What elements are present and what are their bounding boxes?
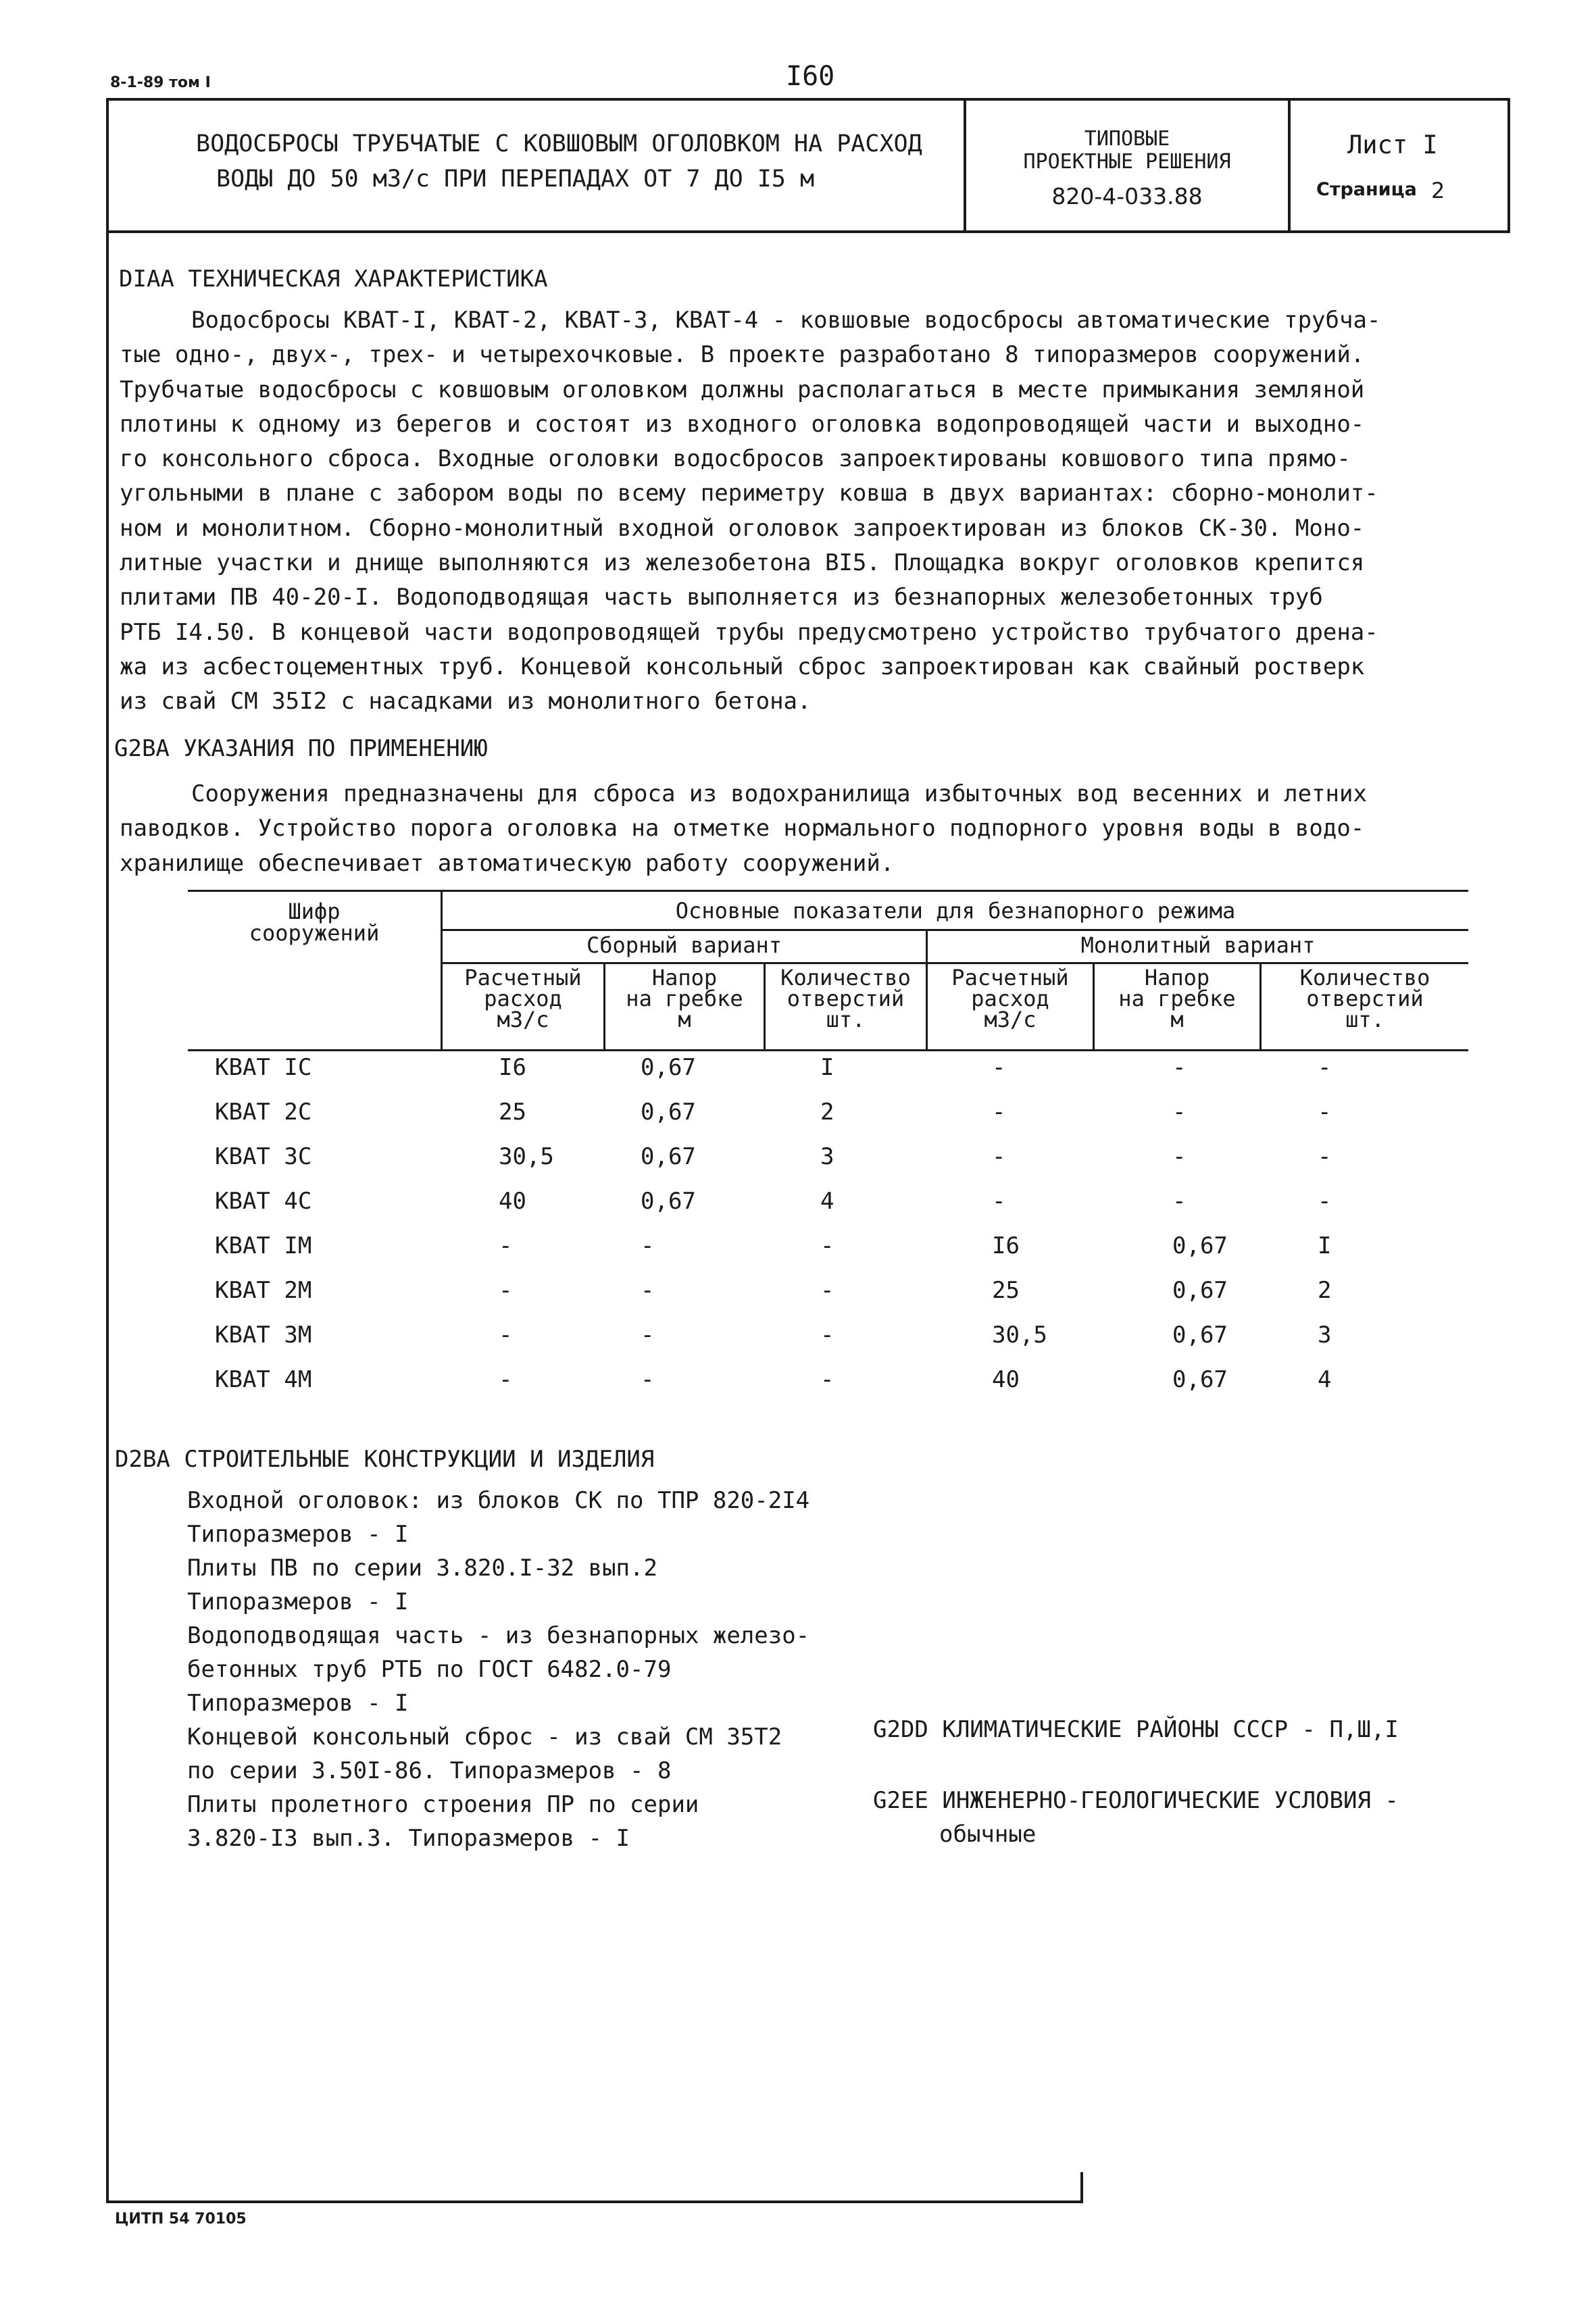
text-line: Трубчатые водосбросы с ковшовым оголовком должны располагаться в месте примыкания земляной xyxy=(120,376,1365,403)
cell-count: - xyxy=(1318,1054,1332,1081)
cell-head: - xyxy=(1172,1188,1187,1215)
header-bottom-border xyxy=(106,230,1510,233)
col-header-count: отверстий xyxy=(1306,986,1424,1011)
list-item: Типоразмеров - I xyxy=(187,1588,409,1615)
col-header-count: Количество xyxy=(1299,965,1430,990)
cell-code: КВАТ 3С xyxy=(215,1143,312,1170)
cell-head: 0,67 xyxy=(641,1143,696,1170)
cell-flow: 30,5 xyxy=(499,1143,554,1170)
cell-code: КВАТ IM xyxy=(215,1232,312,1259)
cell-flow: - xyxy=(992,1054,1006,1081)
cell-head: - xyxy=(641,1232,655,1259)
cell-flow: 25 xyxy=(992,1277,1020,1304)
cell-code: КВАТ 2С xyxy=(215,1099,312,1126)
section-structures-title: D2BA СТРОИТЕЛЬНЫЕ КОНСТРУКЦИИ И ИЗДЕЛИЯ xyxy=(115,1446,655,1473)
list-item: Типоразмеров - I xyxy=(187,1690,409,1717)
cell-code: КВАТ 4С xyxy=(215,1188,312,1215)
cell-head: 0,67 xyxy=(641,1099,696,1126)
col-header-monolith: Монолитный вариант xyxy=(1080,932,1316,958)
cell-flow: - xyxy=(992,1143,1006,1170)
cell-head: - xyxy=(1172,1054,1187,1081)
cell-flow: 25 xyxy=(499,1099,526,1126)
cell-flow: 40 xyxy=(499,1188,526,1215)
cell-flow: I6 xyxy=(499,1054,526,1081)
col-header-code: сооружений xyxy=(249,920,380,946)
table-top-border xyxy=(188,890,1468,892)
frame-corner-mark xyxy=(1080,2172,1083,2203)
col-header-head: на гребке xyxy=(1118,986,1236,1011)
cell-head: - xyxy=(641,1366,655,1393)
cell-head: - xyxy=(1172,1143,1187,1170)
section-structures-list xyxy=(187,1484,809,1855)
list-item: Плиты пролетного строения ПР по серии xyxy=(187,1791,699,1818)
col-header-code: Шифр xyxy=(288,899,341,924)
cell-head: 0,67 xyxy=(1172,1277,1228,1304)
cell-head: - xyxy=(641,1277,655,1304)
text-line: плитами ПВ 40-20-I. Водоподводящая часть выполняется из безнапорных железобетонных труб xyxy=(120,584,1323,611)
cell-code: КВАТ 3М xyxy=(215,1322,312,1349)
table-rule-1 xyxy=(441,929,1468,931)
text-line: угольными в плане с забором воды по всему периметру ковша в двух вариантах: сборно-монолит- xyxy=(120,480,1378,507)
cell-flow: - xyxy=(499,1366,513,1393)
cell-count: - xyxy=(1318,1099,1332,1126)
col-header-head: Напор xyxy=(1144,965,1210,990)
cell-code: КВАТ IC xyxy=(215,1054,312,1081)
col-header-flow: Расчетный xyxy=(951,965,1069,990)
cell-count: 4 xyxy=(1318,1366,1332,1393)
title-line-1: ВОДОСБРОСЫ ТРУБЧАТЫЕ С КОВШОВЫМ ОГОЛОВКОМ НА РАСХОД xyxy=(196,130,922,157)
table-header-bottom xyxy=(188,1049,1468,1051)
page-label: Страница xyxy=(1316,179,1417,200)
cell-count: I xyxy=(820,1054,834,1081)
cell-code: КВАТ 4М xyxy=(215,1366,312,1393)
cell-head: - xyxy=(641,1322,655,1349)
page-num: 2 xyxy=(1431,178,1445,203)
list-item: бетонных труб РТБ по ГОСТ 6482.0-79 xyxy=(187,1656,672,1683)
col-header-head: Напор xyxy=(651,965,718,990)
col-header-count: Количество xyxy=(780,965,911,990)
section-application-title: G2BA УКАЗАНИЯ ПО ПРИМЕНЕНИЮ xyxy=(114,735,488,762)
cell-flow: - xyxy=(499,1232,513,1259)
cell-count: 3 xyxy=(820,1143,834,1170)
col-header-head: м xyxy=(678,1007,691,1032)
cell-count: - xyxy=(820,1322,834,1349)
list-item: Водоподводящая часть - из безнапорных железо- xyxy=(187,1622,810,1649)
text-line: жа из асбестоцементных труб. Концевой консольный сброс запроектирован как свайный ростверк xyxy=(120,653,1365,680)
list-item: Концевой консольный сброс - из свай СМ 35Т2 xyxy=(187,1724,782,1751)
cell-flow: - xyxy=(499,1277,513,1304)
text-line: РТБ I4.50. В концевой части водопроводящей трубы предусмотрено устройство трубчатого дрена- xyxy=(120,618,1378,646)
cell-count: 2 xyxy=(1318,1277,1332,1304)
geology-conditions-value: обычные xyxy=(939,1821,1037,1848)
project-code: 820-4-033.88 xyxy=(1051,183,1203,209)
cell-head: 0,67 xyxy=(1172,1232,1228,1259)
text-line: литные участки и днище выполняются из железобетона BI5. Площадка вокруг оголовков крепится xyxy=(120,549,1365,577)
footer-code: ЦИТП 54 70105 xyxy=(115,2211,247,2228)
frame-left-border xyxy=(106,98,109,2203)
cell-count: - xyxy=(820,1232,834,1259)
geology-conditions: G2EE ИНЖЕНЕРНО-ГЕОЛОГИЧЕСКИЕ УСЛОВИЯ - xyxy=(873,1787,1399,1814)
text-line: го консольного сброса. Входные оголовки водосбросов запроектированы ковшового типа прямо- xyxy=(120,445,1351,473)
cell-count: - xyxy=(820,1366,834,1393)
col-header-flow: Расчетный xyxy=(464,965,582,990)
cell-count: I xyxy=(1318,1232,1332,1259)
cell-count: 4 xyxy=(820,1188,834,1215)
cell-head: 0,67 xyxy=(1172,1322,1228,1349)
cell-head: 0,67 xyxy=(641,1188,696,1215)
cell-count: - xyxy=(1318,1188,1332,1215)
list-item: Входной оголовок: из блоков СК по ТПР 820-2I4 xyxy=(187,1487,810,1514)
cell-count: 3 xyxy=(1318,1322,1332,1349)
cell-head: 0,67 xyxy=(1172,1366,1228,1393)
list-item: Плиты ПВ по серии 3.820.I-32 вып.2 xyxy=(187,1555,657,1582)
title-line-2: ВОДЫ ДО 50 м3/с ПРИ ПЕРЕПАДАХ ОТ 7 ДО I5 м xyxy=(216,166,815,193)
text-line: тые одно-, двух-, трех- и четырехочковые. В проекте разработано 8 типоразмеров сооружений. xyxy=(120,341,1365,369)
col-header-flow: м3/с xyxy=(984,1007,1037,1032)
col-header-count: шт. xyxy=(1345,1007,1385,1032)
col-header-flow: расход xyxy=(971,986,1049,1011)
cell-count: 2 xyxy=(820,1099,834,1126)
text-line: ном и монолитном. Сборно-монолитный входной оголовок запроектирован из блоков СК-30. Моно- xyxy=(120,514,1365,542)
text-line: паводков. Устройство порога оголовка на отметке нормального подпорного уровня воды в водо- xyxy=(120,815,1365,842)
frame-bottom-border xyxy=(106,2200,1082,2203)
cell-flow: 30,5 xyxy=(992,1322,1047,1349)
cell-head: - xyxy=(1172,1099,1187,1126)
document-code: 8-1-89 том I xyxy=(110,74,211,91)
col-header-count: шт. xyxy=(826,1007,866,1032)
frame-right-border xyxy=(1507,98,1510,233)
climate-regions: G2DD КЛИМАТИЧЕСКИЕ РАЙОНЫ СССР - П,Ш,I xyxy=(873,1716,1399,1743)
col-header-flow: расход xyxy=(484,986,562,1011)
page-number: I60 xyxy=(786,61,835,92)
text-line: хранилище обеспечивает автоматическую работу сооружений. xyxy=(120,849,895,877)
col-header-count: отверстий xyxy=(787,986,905,1011)
col-header-main: Основные показатели для безнапорного режима xyxy=(675,898,1236,924)
cell-flow: - xyxy=(992,1188,1006,1215)
cell-flow: - xyxy=(499,1322,513,1349)
col-header-flow: м3/с xyxy=(497,1007,549,1032)
cell-flow: 40 xyxy=(992,1366,1020,1393)
frame-top-border xyxy=(106,98,1510,101)
col-header-prefab: Сборный вариант xyxy=(587,932,782,958)
typical-solutions-label: ТИПОВЫЕ xyxy=(1084,127,1170,151)
col-header-head: на гребке xyxy=(626,986,743,1011)
cell-flow: I6 xyxy=(992,1232,1020,1259)
table-rule-2 xyxy=(441,962,1468,964)
project-solutions-label: ПРОЕКТНЫЕ РЕШЕНИЯ xyxy=(1023,150,1231,174)
sheet-label: Лист I xyxy=(1347,130,1438,159)
section-technical-text xyxy=(120,303,1381,720)
cell-head: 0,67 xyxy=(641,1054,696,1081)
list-item: по серии 3.50I-86. Типоразмеров - 8 xyxy=(187,1757,672,1784)
cell-flow: - xyxy=(992,1099,1006,1126)
header-divider-2 xyxy=(1288,98,1291,233)
text-line: Водосбросы КВАТ-I, КВАТ-2, КВАТ-3, КВАТ-4 - ковшовые водосбросы автоматические трубча- xyxy=(191,307,1381,334)
text-line: из свай СМ 35I2 с насадками из монолитного бетона. xyxy=(120,688,812,715)
section-technical-title: DIAA ТЕХНИЧЕСКАЯ ХАРАКТЕРИСТИКА xyxy=(119,266,548,293)
cell-count: - xyxy=(1318,1143,1332,1170)
text-line: Сооружения предназначены для сброса из водохранилища избыточных вод весенних и летних xyxy=(191,780,1367,807)
list-item: Типоразмеров - I xyxy=(187,1521,409,1548)
cell-code: КВАТ 2М xyxy=(215,1277,312,1304)
list-item: 3.820-I3 вып.3. Типоразмеров - I xyxy=(187,1825,630,1852)
cell-count: - xyxy=(820,1277,834,1304)
section-application-text xyxy=(120,777,1367,881)
text-line: плотины к одному из берегов и состоят из входного оголовка водопроводящей части и выходно- xyxy=(120,410,1365,438)
col-header-head: м xyxy=(1170,1007,1184,1032)
